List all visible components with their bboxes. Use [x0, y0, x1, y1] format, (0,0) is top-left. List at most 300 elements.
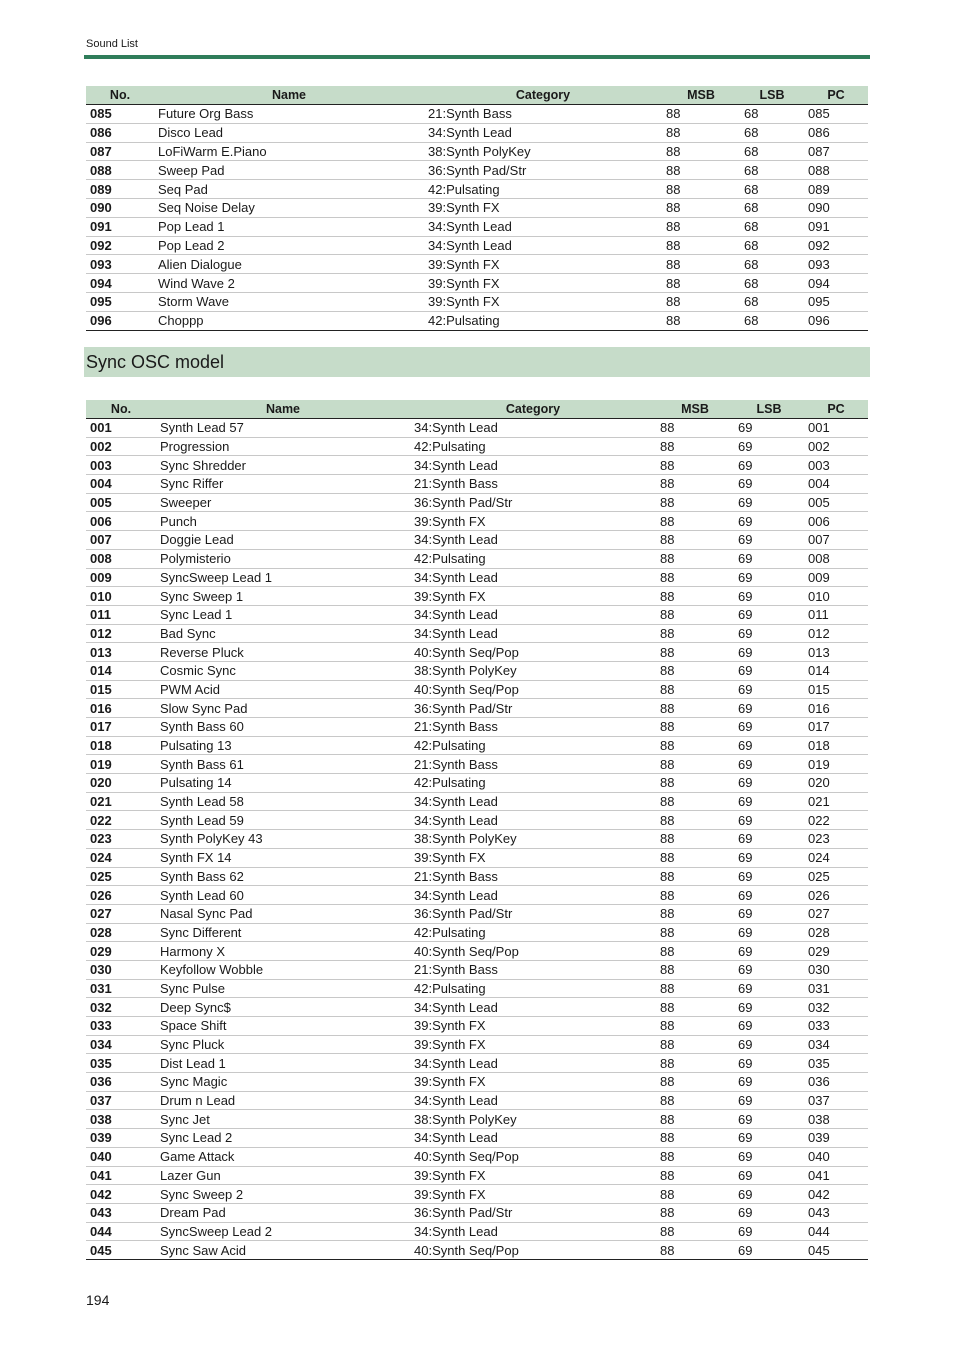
cell-lsb: 69 [734, 419, 804, 438]
cell-category: 21:Synth Bass [410, 867, 656, 886]
cell-no: 087 [86, 142, 154, 161]
cell-lsb: 68 [740, 236, 804, 255]
cell-name: Polymisterio [156, 549, 410, 568]
cell-msb: 88 [662, 105, 740, 124]
cell-msb: 88 [656, 1054, 734, 1073]
cell-pc: 090 [804, 198, 868, 217]
cell-lsb: 69 [734, 960, 804, 979]
cell-no: 020 [86, 774, 156, 793]
cell-msb: 88 [656, 531, 734, 550]
table-row [86, 1110, 868, 1129]
cell-lsb: 69 [734, 624, 804, 643]
cell-category: 34:Synth Lead [410, 998, 656, 1017]
table-row [86, 886, 868, 905]
cell-lsb: 69 [734, 661, 804, 680]
cell-lsb: 68 [740, 123, 804, 142]
cell-pc: 018 [804, 736, 868, 755]
cell-name: Sync Shredder [156, 456, 410, 475]
cell-msb: 88 [656, 736, 734, 755]
cell-no: 089 [86, 180, 154, 199]
table-row [86, 198, 868, 217]
cell-lsb: 69 [734, 1166, 804, 1185]
column-header-category: Category [410, 400, 656, 419]
cell-msb: 88 [656, 493, 734, 512]
cell-no: 025 [86, 867, 156, 886]
cell-category: 40:Synth Seq/Pop [410, 1147, 656, 1166]
cell-pc: 040 [804, 1147, 868, 1166]
table-row [86, 830, 868, 849]
table-row [86, 456, 868, 475]
cell-pc: 043 [804, 1203, 868, 1222]
cell-category: 42:Pulsating [410, 549, 656, 568]
table-row [86, 736, 868, 755]
table-row [86, 255, 868, 274]
cell-no: 004 [86, 475, 156, 494]
cell-pc: 030 [804, 960, 868, 979]
table-row [86, 605, 868, 624]
cell-no: 028 [86, 923, 156, 942]
cell-pc: 021 [804, 792, 868, 811]
cell-no: 029 [86, 942, 156, 961]
cell-category: 34:Synth Lead [424, 123, 662, 142]
cell-pc: 002 [804, 437, 868, 456]
cell-msb: 88 [656, 830, 734, 849]
table-header-row [86, 86, 868, 105]
cell-name: Deep Sync$ [156, 998, 410, 1017]
cell-name: Disco Lead [154, 123, 424, 142]
cell-no: 093 [86, 255, 154, 274]
table-row [86, 1166, 868, 1185]
table-row [86, 718, 868, 737]
cell-name: Cosmic Sync [156, 661, 410, 680]
cell-category: 39:Synth FX [410, 587, 656, 606]
cell-msb: 88 [656, 848, 734, 867]
cell-no: 042 [86, 1185, 156, 1204]
cell-pc: 091 [804, 217, 868, 236]
cell-msb: 88 [656, 774, 734, 793]
cell-msb: 88 [656, 1017, 734, 1036]
cell-category: 39:Synth FX [410, 1073, 656, 1092]
cell-no: 040 [86, 1147, 156, 1166]
table-row [86, 1035, 868, 1054]
cell-category: 38:Synth PolyKey [424, 142, 662, 161]
cell-msb: 88 [656, 979, 734, 998]
cell-no: 026 [86, 886, 156, 905]
cell-no: 044 [86, 1222, 156, 1241]
cell-category: 39:Synth FX [410, 1017, 656, 1036]
cell-msb: 88 [656, 1147, 734, 1166]
cell-pc: 004 [804, 475, 868, 494]
cell-lsb: 69 [734, 1110, 804, 1129]
cell-msb: 88 [656, 661, 734, 680]
cell-name: Synth Lead 58 [156, 792, 410, 811]
cell-category: 42:Pulsating [424, 180, 662, 199]
cell-name: Sync Magic [156, 1073, 410, 1092]
cell-name: Space Shift [156, 1017, 410, 1036]
cell-name: Alien Dialogue [154, 255, 424, 274]
column-header-pc: PC [804, 86, 868, 105]
cell-no: 096 [86, 311, 154, 330]
cell-msb: 88 [656, 475, 734, 494]
cell-lsb: 69 [734, 1222, 804, 1241]
cell-name: Synth Bass 61 [156, 755, 410, 774]
table-row [86, 923, 868, 942]
cell-name: Synth Lead 59 [156, 811, 410, 830]
cell-pc: 012 [804, 624, 868, 643]
column-header-msb: MSB [656, 400, 734, 419]
cell-name: Dist Lead 1 [156, 1054, 410, 1073]
cell-lsb: 69 [734, 680, 804, 699]
cell-lsb: 69 [734, 736, 804, 755]
cell-category: 34:Synth Lead [410, 1091, 656, 1110]
cell-msb: 88 [656, 886, 734, 905]
cell-no: 022 [86, 811, 156, 830]
cell-lsb: 69 [734, 475, 804, 494]
cell-pc: 093 [804, 255, 868, 274]
cell-pc: 085 [804, 105, 868, 124]
cell-no: 090 [86, 198, 154, 217]
cell-category: 36:Synth Pad/Str [410, 904, 656, 923]
cell-no: 045 [86, 1241, 156, 1260]
cell-category: 38:Synth PolyKey [410, 830, 656, 849]
table-row [86, 123, 868, 142]
cell-name: Pulsating 14 [156, 774, 410, 793]
table-row [86, 512, 868, 531]
column-header-lsb: LSB [740, 86, 804, 105]
table-row [86, 180, 868, 199]
cell-lsb: 69 [734, 512, 804, 531]
page-number: 194 [86, 1292, 110, 1308]
cell-no: 001 [86, 419, 156, 438]
cell-pc: 024 [804, 848, 868, 867]
cell-lsb: 69 [734, 942, 804, 961]
header-label: Sound List [86, 38, 138, 50]
cell-name: Synth Bass 60 [156, 718, 410, 737]
cell-category: 36:Synth Pad/Str [410, 1203, 656, 1222]
cell-category: 34:Synth Lead [410, 605, 656, 624]
column-header-category: Category [424, 86, 662, 105]
cell-pc: 014 [804, 661, 868, 680]
cell-pc: 023 [804, 830, 868, 849]
table-row [86, 867, 868, 886]
cell-pc: 038 [804, 1110, 868, 1129]
cell-lsb: 69 [734, 568, 804, 587]
cell-pc: 019 [804, 755, 868, 774]
header-rule [84, 55, 870, 59]
cell-no: 041 [86, 1166, 156, 1185]
cell-name: Sync Different [156, 923, 410, 942]
cell-category: 38:Synth PolyKey [410, 661, 656, 680]
cell-no: 091 [86, 217, 154, 236]
cell-msb: 88 [662, 255, 740, 274]
cell-name: Sync Saw Acid [156, 1241, 410, 1260]
table-row [86, 904, 868, 923]
cell-name: Pulsating 13 [156, 736, 410, 755]
cell-category: 42:Pulsating [410, 736, 656, 755]
cell-pc: 036 [804, 1073, 868, 1092]
cell-msb: 88 [662, 142, 740, 161]
cell-lsb: 69 [734, 979, 804, 998]
cell-name: PWM Acid [156, 680, 410, 699]
cell-msb: 88 [656, 549, 734, 568]
cell-lsb: 69 [734, 456, 804, 475]
cell-category: 39:Synth FX [424, 292, 662, 311]
cell-category: 42:Pulsating [410, 923, 656, 942]
cell-msb: 88 [656, 680, 734, 699]
cell-category: 34:Synth Lead [410, 1222, 656, 1241]
cell-name: Synth FX 14 [156, 848, 410, 867]
cell-no: 027 [86, 904, 156, 923]
cell-pc: 035 [804, 1054, 868, 1073]
cell-category: 40:Synth Seq/Pop [410, 643, 656, 662]
cell-category: 21:Synth Bass [410, 960, 656, 979]
cell-pc: 007 [804, 531, 868, 550]
cell-category: 21:Synth Bass [410, 755, 656, 774]
cell-name: Slow Sync Pad [156, 699, 410, 718]
cell-no: 015 [86, 680, 156, 699]
cell-lsb: 69 [734, 1035, 804, 1054]
cell-no: 013 [86, 643, 156, 662]
sound-table-1 [86, 86, 868, 331]
table-row [86, 1241, 868, 1260]
cell-msb: 88 [662, 292, 740, 311]
cell-category: 34:Synth Lead [410, 811, 656, 830]
table-row [86, 1091, 868, 1110]
table-header-row [86, 400, 868, 419]
table-row [86, 142, 868, 161]
cell-msb: 88 [656, 811, 734, 830]
cell-no: 011 [86, 605, 156, 624]
cell-pc: 028 [804, 923, 868, 942]
cell-category: 40:Synth Seq/Pop [410, 942, 656, 961]
cell-lsb: 68 [740, 142, 804, 161]
cell-category: 39:Synth FX [410, 1166, 656, 1185]
cell-name: Synth PolyKey 43 [156, 830, 410, 849]
cell-name: Nasal Sync Pad [156, 904, 410, 923]
cell-no: 009 [86, 568, 156, 587]
cell-lsb: 68 [740, 292, 804, 311]
table-row [86, 437, 868, 456]
cell-pc: 016 [804, 699, 868, 718]
cell-name: Progression [156, 437, 410, 456]
cell-lsb: 69 [734, 643, 804, 662]
cell-msb: 88 [656, 1222, 734, 1241]
cell-lsb: 69 [734, 718, 804, 737]
cell-name: Bad Sync [156, 624, 410, 643]
cell-no: 094 [86, 274, 154, 293]
cell-category: 21:Synth Bass [410, 718, 656, 737]
table-row [86, 292, 868, 311]
column-header-name: Name [154, 86, 424, 105]
cell-lsb: 69 [734, 1203, 804, 1222]
cell-name: Reverse Pluck [156, 643, 410, 662]
cell-pc: 003 [804, 456, 868, 475]
cell-name: Sync Sweep 1 [156, 587, 410, 606]
cell-pc: 010 [804, 587, 868, 606]
cell-pc: 017 [804, 718, 868, 737]
table-row [86, 1017, 868, 1036]
table-row [86, 1073, 868, 1092]
cell-pc: 087 [804, 142, 868, 161]
cell-pc: 041 [804, 1166, 868, 1185]
cell-pc: 029 [804, 942, 868, 961]
cell-no: 095 [86, 292, 154, 311]
table-row [86, 531, 868, 550]
cell-msb: 88 [656, 792, 734, 811]
cell-pc: 006 [804, 512, 868, 531]
cell-no: 037 [86, 1091, 156, 1110]
cell-pc: 095 [804, 292, 868, 311]
table-row [86, 1222, 868, 1241]
cell-category: 34:Synth Lead [410, 792, 656, 811]
cell-category: 39:Synth FX [410, 848, 656, 867]
cell-no: 002 [86, 437, 156, 456]
cell-name: Lazer Gun [156, 1166, 410, 1185]
cell-category: 34:Synth Lead [410, 886, 656, 905]
cell-category: 39:Synth FX [424, 255, 662, 274]
cell-msb: 88 [656, 960, 734, 979]
table-row [86, 311, 868, 330]
cell-msb: 88 [656, 456, 734, 475]
cell-pc: 026 [804, 886, 868, 905]
cell-pc: 037 [804, 1091, 868, 1110]
cell-no: 024 [86, 848, 156, 867]
cell-lsb: 69 [734, 549, 804, 568]
cell-msb: 88 [656, 1166, 734, 1185]
cell-pc: 033 [804, 1017, 868, 1036]
cell-name: Keyfollow Wobble [156, 960, 410, 979]
cell-name: Sweeper [156, 493, 410, 512]
table-row [86, 274, 868, 293]
cell-category: 42:Pulsating [410, 774, 656, 793]
cell-pc: 034 [804, 1035, 868, 1054]
cell-pc: 022 [804, 811, 868, 830]
table-row [86, 942, 868, 961]
cell-msb: 88 [656, 1110, 734, 1129]
cell-lsb: 68 [740, 274, 804, 293]
cell-msb: 88 [662, 198, 740, 217]
cell-msb: 88 [662, 217, 740, 236]
table-row [86, 105, 868, 124]
cell-no: 010 [86, 587, 156, 606]
cell-lsb: 68 [740, 161, 804, 180]
cell-category: 21:Synth Bass [424, 105, 662, 124]
cell-category: 40:Synth Seq/Pop [410, 1241, 656, 1260]
cell-pc: 094 [804, 274, 868, 293]
table-row [86, 755, 868, 774]
cell-lsb: 68 [740, 255, 804, 274]
cell-lsb: 69 [734, 886, 804, 905]
cell-msb: 88 [656, 1091, 734, 1110]
cell-name: Sync Pluck [156, 1035, 410, 1054]
cell-no: 035 [86, 1054, 156, 1073]
cell-name: SyncSweep Lead 1 [156, 568, 410, 587]
cell-category: 34:Synth Lead [410, 419, 656, 438]
cell-lsb: 69 [734, 867, 804, 886]
cell-name: Pop Lead 1 [154, 217, 424, 236]
cell-msb: 88 [656, 419, 734, 438]
cell-pc: 089 [804, 180, 868, 199]
sound-table-2 [86, 400, 868, 1260]
cell-no: 023 [86, 830, 156, 849]
cell-lsb: 68 [740, 180, 804, 199]
table-row [86, 161, 868, 180]
cell-category: 36:Synth Pad/Str [424, 161, 662, 180]
cell-name: Sync Sweep 2 [156, 1185, 410, 1204]
table-row [86, 217, 868, 236]
cell-pc: 086 [804, 123, 868, 142]
cell-no: 038 [86, 1110, 156, 1129]
cell-msb: 88 [662, 274, 740, 293]
cell-no: 033 [86, 1017, 156, 1036]
cell-msb: 88 [662, 236, 740, 255]
cell-name: Future Org Bass [154, 105, 424, 124]
table-row [86, 1054, 868, 1073]
cell-category: 34:Synth Lead [410, 531, 656, 550]
cell-lsb: 69 [734, 605, 804, 624]
cell-no: 043 [86, 1203, 156, 1222]
cell-msb: 88 [656, 512, 734, 531]
cell-msb: 88 [656, 605, 734, 624]
cell-no: 017 [86, 718, 156, 737]
cell-lsb: 69 [734, 1147, 804, 1166]
cell-no: 018 [86, 736, 156, 755]
cell-name: Sync Pulse [156, 979, 410, 998]
cell-name: Choppp [154, 311, 424, 330]
cell-name: Synth Lead 60 [156, 886, 410, 905]
cell-lsb: 69 [734, 1185, 804, 1204]
cell-no: 014 [86, 661, 156, 680]
cell-lsb: 69 [734, 792, 804, 811]
column-header-name: Name [156, 400, 410, 419]
cell-no: 088 [86, 161, 154, 180]
cell-category: 34:Synth Lead [410, 1129, 656, 1148]
cell-lsb: 69 [734, 848, 804, 867]
cell-name: Sync Riffer [156, 475, 410, 494]
cell-lsb: 68 [740, 217, 804, 236]
cell-msb: 88 [656, 1035, 734, 1054]
cell-category: 38:Synth PolyKey [410, 1110, 656, 1129]
cell-no: 085 [86, 105, 154, 124]
cell-pc: 088 [804, 161, 868, 180]
section-title: Sync OSC model [84, 347, 870, 377]
column-header-no: No. [86, 400, 156, 419]
table-row [86, 493, 868, 512]
cell-lsb: 69 [734, 437, 804, 456]
table-row [86, 979, 868, 998]
cell-msb: 88 [656, 1241, 734, 1260]
cell-category: 39:Synth FX [410, 1185, 656, 1204]
table-row [86, 624, 868, 643]
table-row [86, 1203, 868, 1222]
cell-lsb: 69 [734, 1054, 804, 1073]
cell-lsb: 69 [734, 1129, 804, 1148]
cell-msb: 88 [662, 123, 740, 142]
cell-pc: 044 [804, 1222, 868, 1241]
cell-msb: 88 [656, 643, 734, 662]
table-row [86, 998, 868, 1017]
cell-pc: 042 [804, 1185, 868, 1204]
cell-name: Sync Lead 1 [156, 605, 410, 624]
table-row [86, 1185, 868, 1204]
cell-name: Synth Bass 62 [156, 867, 410, 886]
cell-no: 086 [86, 123, 154, 142]
cell-no: 036 [86, 1073, 156, 1092]
table-row [86, 419, 868, 438]
cell-lsb: 69 [734, 1241, 804, 1260]
cell-pc: 039 [804, 1129, 868, 1148]
cell-no: 005 [86, 493, 156, 512]
